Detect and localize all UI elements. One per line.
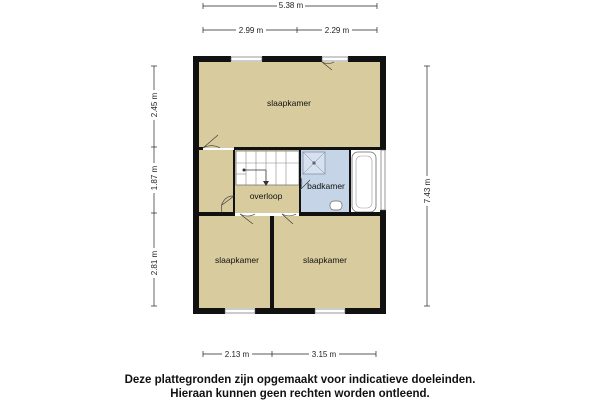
- window-right: [381, 150, 385, 210]
- dim-top-left: 2.99 m: [238, 26, 264, 35]
- room-label-landing: overloop: [249, 191, 283, 201]
- room-label-bottom-left-bedroom: slaapkamer: [215, 255, 259, 265]
- disclaimer-line-2: Hieraan kunnen geen rechten worden ontleend.: [170, 388, 430, 400]
- window-top-left: [231, 57, 262, 61]
- dim-left-top: 2.45 m: [150, 92, 159, 118]
- staircase: [236, 151, 299, 186]
- dim-left-mid: 1.87 m: [150, 165, 159, 191]
- room-label-bathroom: badkamer: [307, 181, 345, 191]
- room-label-top-bedroom: slaapkamer: [267, 98, 311, 108]
- window-bottom-right: [315, 309, 345, 313]
- dim-bottom-left: 2.13 m: [224, 350, 250, 359]
- toilet: [330, 201, 342, 210]
- dim-right-total: 7.43 m: [423, 178, 432, 204]
- dim-bottom-right: 3.15 m: [311, 350, 337, 359]
- left-closet-floor: [199, 150, 235, 213]
- dim-left-bottom: 2.81 m: [150, 250, 159, 276]
- dim-total-width: 5.38 m: [278, 1, 304, 10]
- room-label-bottom-right-bedroom: slaapkamer: [303, 255, 347, 265]
- dim-top-right: 2.29 m: [324, 26, 350, 35]
- window-bottom-left: [225, 309, 255, 313]
- window-top-right: [322, 57, 348, 61]
- disclaimer-line-1: Deze plattegronden zijn opgemaakt voor indicatieve doeleinden.: [124, 374, 476, 386]
